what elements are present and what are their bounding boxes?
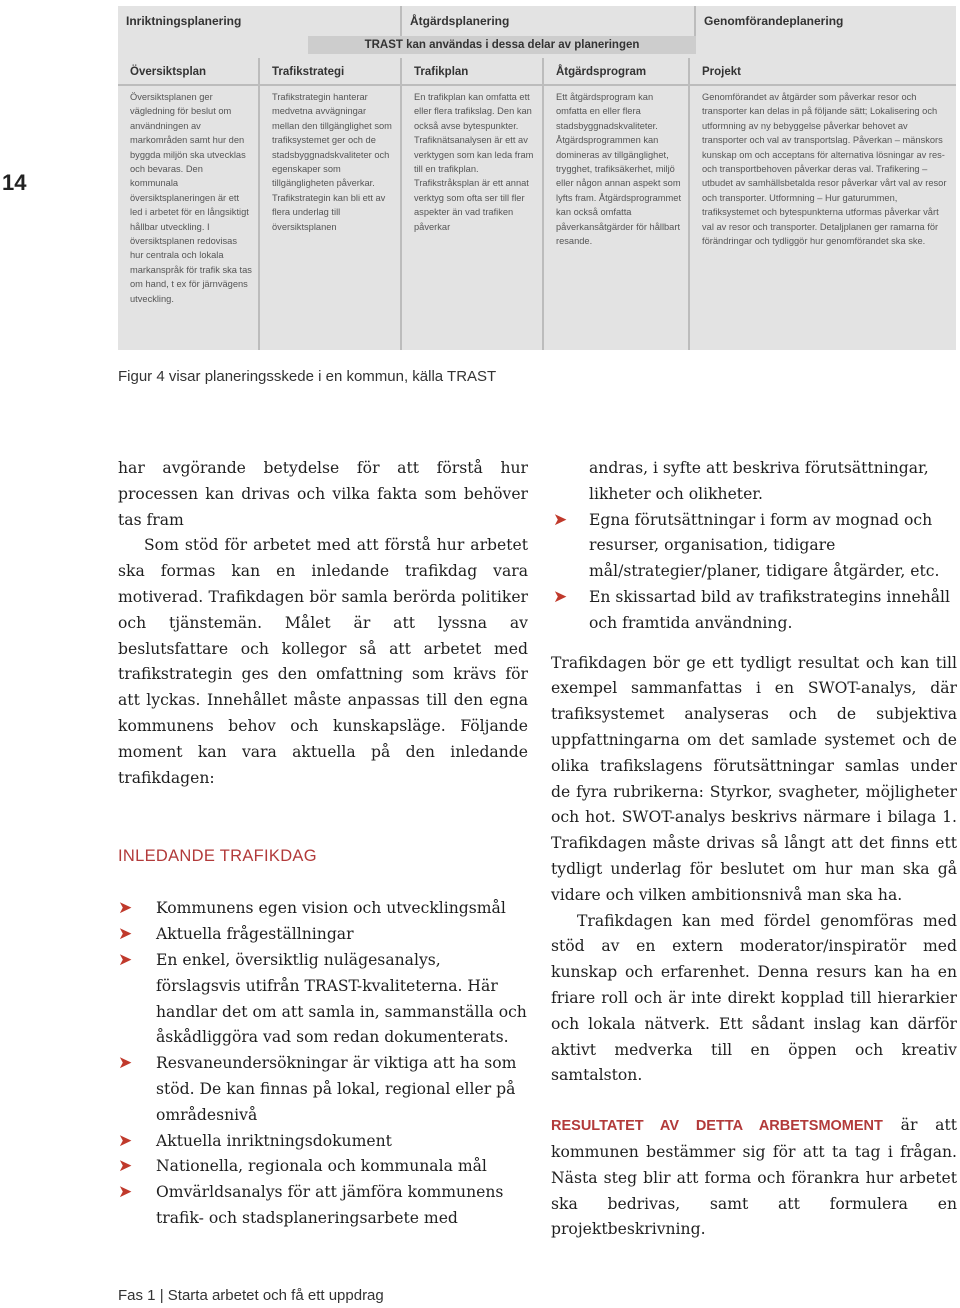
column-heading: Översiktsplan (118, 58, 260, 86)
column-heading: Trafikplan (402, 58, 544, 86)
arrow-bullet-icon: ➤ (118, 1182, 133, 1203)
list-item (118, 1154, 528, 1180)
list-item-text: En skissartad bild av trafikstrategins innehåll och framtida användning. (589, 587, 951, 632)
column-text: Trafikstrategin hanterar medvetna avvägningar mellan den tillgänglighet som trafiksystemet ger och de stadsbyggnadskvaliteter och egenskaper som tillgängligheten påverkar. Trafikstrategin kan bli ett av flera underlag till översiktsplanen (260, 86, 402, 350)
arrow-bullet-icon: ➤ (553, 586, 568, 607)
list-item (118, 1129, 528, 1155)
paragraph: Trafikdagen bör ge ett tydligt resultat och kan till exempel sammanfattas i en SWOT-analys, där trafiksystemet analyseras och de subjektiva uppfattningarna om det samlade systemet och de olika trafikslagens förutsättningar samlas under de fyra rubrikerna: Styrkor, svagheter, möjligheter och hot. SWOT-analys beskrivs närmare i bilaga 1. Trafikdagen måste drivas så långt att det finns ett tydligt underlag för beslutet om hur man ska gå vidare och vilken ambitionsnivå man ska ha. (551, 653, 957, 904)
page-number: 14 (2, 170, 27, 195)
bullet-list (551, 456, 957, 637)
list-item-text: Kommunens egen vision och utvecklingsmål (156, 899, 506, 918)
list-item (118, 1180, 528, 1232)
phase-inriktning: Inriktningsplanering (118, 6, 402, 36)
arrow-bullet-icon: ➤ (118, 1130, 133, 1151)
column-heading-row (118, 58, 956, 86)
page-footer (118, 1287, 384, 1304)
column-text: Översiktsplanen ger vägledning för beslut om användningen av markområden samt hur den byggda miljön ska utvecklas och bevaras. Den kommunala översiktsplaneringen är ett led i arbetet för en långsiktigt hållbar utveckling. I översiktsplanen redovisas hur centrala och lokala markanspråk för trafik ska tas om hand, t ex för järnvägens utveckling. (118, 86, 260, 350)
left-column (118, 456, 528, 1232)
section-heading: INLEDANDE TRAFIKDAG (118, 847, 317, 866)
list-item-continuation (551, 456, 957, 508)
column-text: Genomförandet av åtgärder som påverkar resor och transporter kan delas in på följande sätt; Lokalisering och utformning av ny bebyggelse påverkar behovet av transporter och val av transportslag. Påverkan – mänskors kunskap om och acceptans för alternativa lösningar av res- och transportbehoven påverkar deras val. Trafikering – utbudet av samhällsbetalda resor påverkar vårt val av resor och transporter. Utformning – Hur gaturummen, trafiksystemet och bytespunkterna utformas påverkar vårt val av resor och transporter. Detaljplanen ger ramarna för förändringar och tydliggör hur genomförandet ska ske. (702, 92, 947, 247)
result-text: är att kommunen bestämmer sig för att ta tag i frågan. Nästa steg blir att forma och förankra hur arbetet ska bedrivas, samt att formulera en projektbeskrivning. (551, 1116, 957, 1239)
paragraph: Som stöd för arbetet med att förstå hur arbetet ska formas kan en inledande trafikdag vara motiverad. Trafikdagen bör samla berörda politiker och tjänstemän. Målet är att lyssna av beslutsfattare och kollegor så att arbetet med trafikstrategin ges den omfattning som krävs för att lyckas. Innehållet måste anpassas till den egna kommunens behov och kunskapsläge. Följande moment kan vara aktuella på den inledande trafikdagen: (118, 536, 528, 787)
right-column (551, 456, 957, 1243)
column-text: En trafikplan kan omfatta ett eller flera trafikslag. Den kan också avse bytespunkter. Trafiknätsanalysen är ett av verktygen som kan leda fram till en trafikplan. Trafikstråksplan är ett annat verktyg som ofta ser till fler aspekter än vad trafiken påverkar (402, 86, 544, 350)
arrow-bullet-icon: ➤ (118, 898, 133, 919)
result-paragraph (551, 1113, 957, 1243)
list-item-text: En enkel, översiktlig nulägesanalys, förslagsvis utifrån TRAST-kvaliteterna. Här handlar det om att samla in, sammanställa och åskådliggöra vad som redan dokumenterats. (156, 950, 527, 1047)
list-item (551, 585, 957, 637)
arrow-bullet-icon: ➤ (118, 1053, 133, 1074)
phase-genomforande: Genomförandeplanering (704, 14, 844, 28)
list-item (118, 896, 528, 922)
phase-row (118, 6, 956, 36)
arrow-bullet-icon: ➤ (553, 509, 568, 530)
list-item (551, 508, 957, 585)
footer-separator: | (159, 1287, 164, 1304)
arrow-bullet-icon: ➤ (118, 1156, 133, 1177)
list-item-text: Aktuella frågeställningar (156, 925, 354, 944)
planning-figure (118, 6, 956, 350)
column-heading: Trafikstrategi (260, 58, 402, 86)
paragraph: har avgörande betydelse för att förstå hur processen kan drivas och vilka fakta som behöver tas fram (118, 459, 528, 529)
bullet-list (118, 896, 528, 1231)
footer-title: Starta arbetet och få ett uppdrag (167, 1287, 384, 1304)
arrow-bullet-icon: ➤ (118, 924, 133, 945)
column-body-row (118, 86, 956, 350)
list-item (118, 922, 528, 948)
phase-atgard: Åtgärdsplanering (402, 6, 696, 36)
column-text: Ett åtgärdsprogram kan omfatta en eller flera stadsbyggnadskvaliteter. Åtgärdsprogrammen kan domineras av tillgänglighet, trygghet, trafiksäkerhet, miljö eller någon annan aspekt som lyfts fram. Åtgärdsprogrammet kan också omfatta påverkansåtgärder för hållbart resande. (544, 86, 690, 350)
list-item-text: andras, i syfte att beskriva förutsättningar, likheter och olikheter. (589, 459, 929, 503)
list-item-text: Egna förutsättningar i form av mognad och resurser, organisation, tidigare mål/strategier/planer, tidigare åtgärder, etc. (589, 510, 940, 581)
column-heading: Åtgärdsprogram (544, 58, 690, 86)
list-item (118, 948, 528, 1051)
trast-label: TRAST kan användas i dessa delar av planeringen (308, 36, 696, 54)
list-item (118, 1051, 528, 1128)
figure-caption: Figur 4 visar planeringsskede i en kommun, källa TRAST (118, 368, 497, 385)
result-lead: RESULTATET AV DETTA ARBETSMOMENT (551, 1118, 883, 1135)
list-item-text: Aktuella inriktningsdokument (156, 1131, 392, 1150)
list-item-text: Resvaneundersökningar är viktiga att ha som stöd. De kan finnas på lokal, regional eller på områdesnivå (156, 1054, 517, 1124)
paragraph: Trafikdagen kan med fördel genomföras med stöd av en extern moderator/inspiratör med kunskap och erfarenhet. Denna resurs kan ha en friare roll och är inte direkt kopplad till hierarkier och lokala nätverk. Ett sådant inslag kan därför aktivt medverka till en öppen och kreativ samtalston. (551, 911, 957, 1085)
arrow-bullet-icon: ➤ (118, 949, 133, 970)
column-heading: Projekt (690, 58, 956, 86)
list-item-text: Nationella, regionala och kommunala mål (156, 1157, 487, 1176)
footer-part: Fas 1 (118, 1287, 156, 1304)
list-item-text: Omvärldsanalys för att jämföra kommunens trafik- och stadsplaneringsarbete med (156, 1183, 504, 1227)
